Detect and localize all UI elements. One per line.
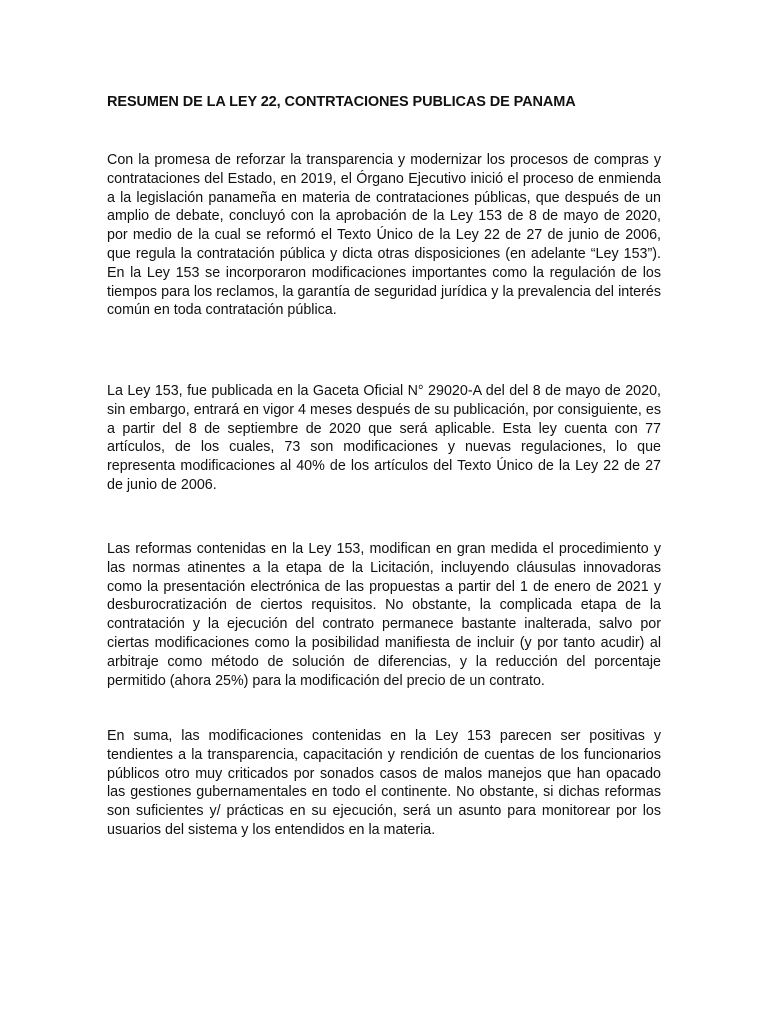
document-title: RESUMEN DE LA LEY 22, CONTRTACIONES PUBLICAS DE PANAMA xyxy=(107,94,576,110)
paragraph-conclusion: En suma, las modificaciones contenidas en la Ley 153 parecen ser positivas y tendientes a la transparencia, capacitación y rendición de cuentas de los funcionarios públicos otro muy criticados por sonados casos de malos manejos que han opacado las gestiones gubernamentales en todo el continente. No obstante, si dichas reformas son suficientes y/ prácticas en su ejecución, será un asunto para monitorear por los usuarios del sistema y los entendidos en la materia. xyxy=(107,728,661,838)
paragraph-reforms: Las reformas contenidas en la Ley 153, modifican en gran medida el procedimiento y las normas atinentes a la etapa de la Licitación, incluyendo cláusulas innovadoras como la presentación electrónica de las propuestas a partir del 1 de enero de 2021 y desburocratización de ciertos requisitos. No obstante, la complicada etapa de la contratación y la ejecución del contrato permanece bastante inalterada, salvo por ciertas modificaciones como la posibilidad manifiesta de incluir (y por tanto acudir) al arbitraje como método de solución de diferencias, y la reducción del porcentaje permitido (ahora 25%) para la modificación del precio de un contrato. xyxy=(107,541,661,689)
paragraph-publication: La Ley 153, fue publicada en la Gaceta Oficial N° 29020-A del del 8 de mayo de 2020, sin embargo, entrará en vigor 4 meses después de su publicación, por consiguiente, es a partir del 8 de septiembre de 2020 que será aplicable. Esta ley cuenta con 77 artículos, de los cuales, 73 son modificaciones y nuevas regulaciones, lo que representa modificaciones al 40% de los artículos del Texto Único de la Ley 22 de 27 de junio de 2006. xyxy=(107,383,661,493)
paragraph-intro: Con la promesa de reforzar la transparencia y modernizar los procesos de compras y contrataciones del Estado, en 2019, el Órgano Ejecutivo inició el proceso de enmienda a la legislación panameña en materia de contrataciones públicas, que después de un amplio de debate, concluyó con la aprobación de la Ley 153 de 8 de mayo de 2020, por medio de la cual se reformó el Texto Único de la Ley 22 de 27 de junio de 2006, que regula la contratación pública y dicta otras disposiciones (en adelante “Ley 153”). En la Ley 153 se incorporaron modificaciones importantes como la regulación de los tiempos para los reclamos, la garantía de seguridad jurídica y la prevalencia del interés común en toda contratación pública. xyxy=(107,152,661,319)
